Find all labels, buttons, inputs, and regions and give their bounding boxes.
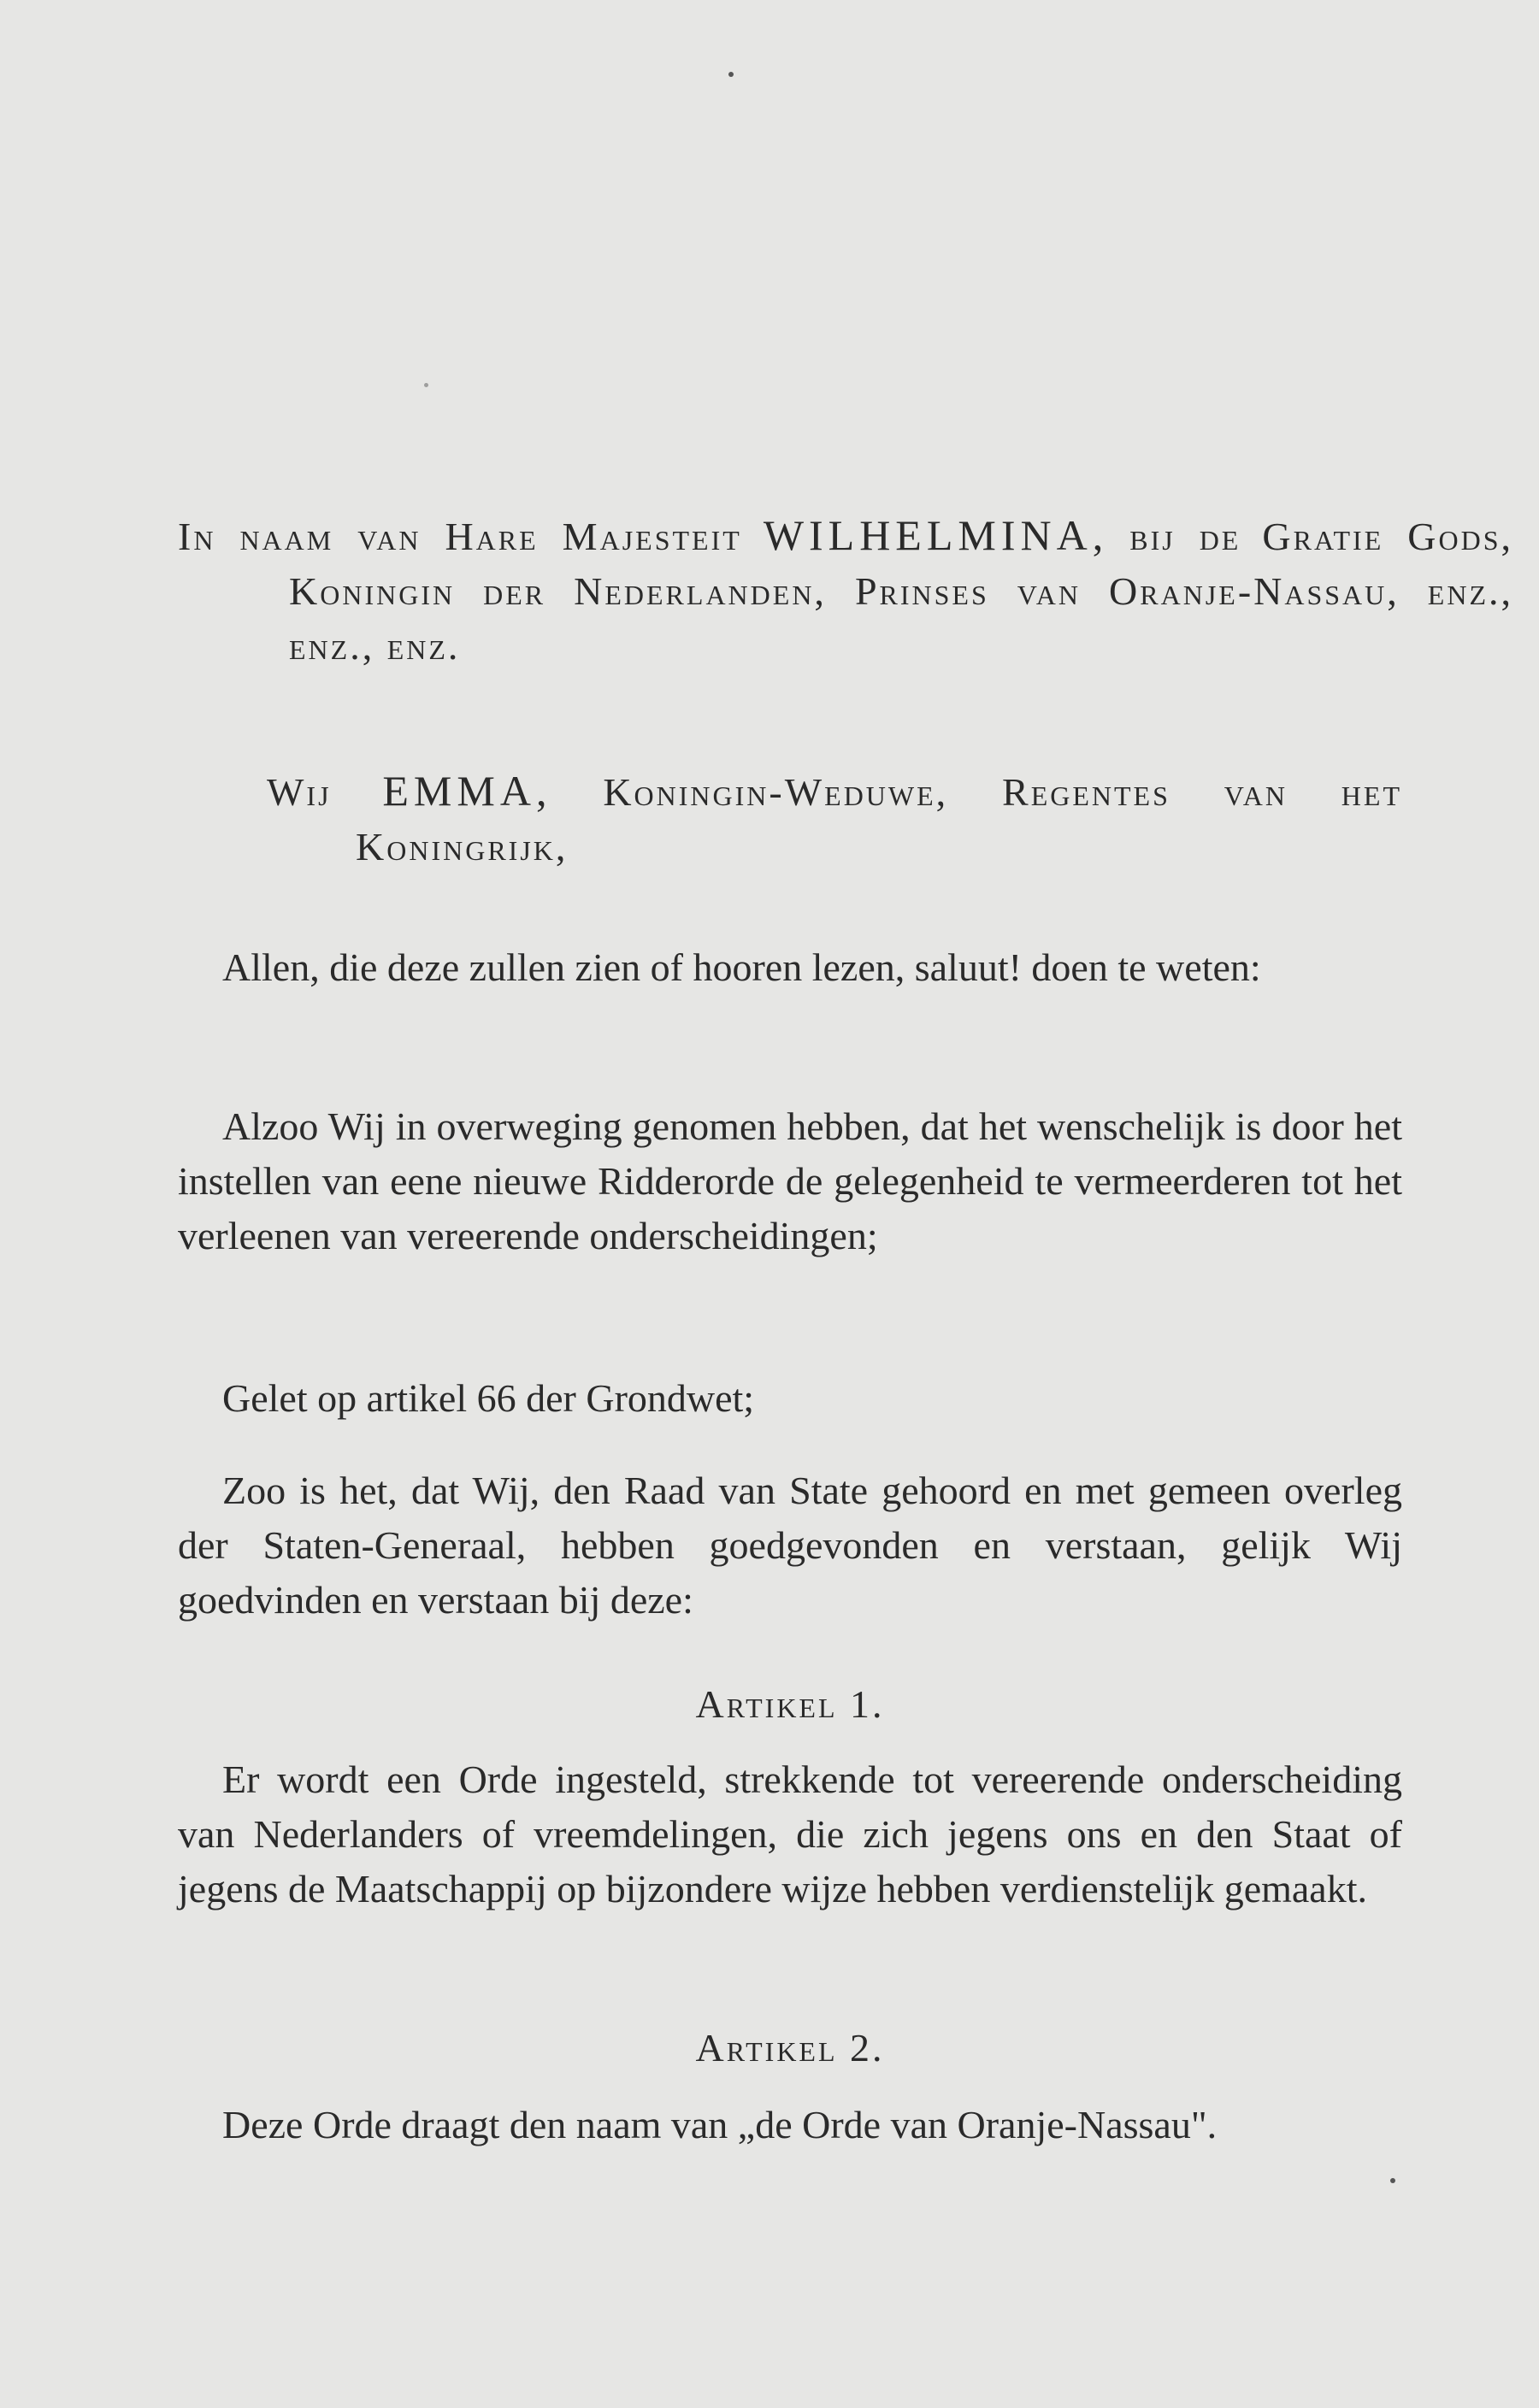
regent-name: EMMA,	[382, 767, 552, 815]
paragraph-considering: Alzoo Wij in overweging genomen hebben, dat het wenschelijk is door het instellen van eene nieuwe Ridderorde de gelegenheid te vermeerderen tot het verleenen van vereerende onderscheidingen;	[178, 1104, 1402, 1257]
heading-titles: Gratie Gods, Koningin der Nederlanden, Prinses van Oranje-Nassau, enz., enz., enz.	[289, 515, 1513, 668]
article-2-title: Artikel 2.	[695, 2026, 885, 2069]
regent-titles: Koningin-Weduwe, Regentes van het Koningrijk,	[356, 770, 1403, 868]
regent-pre: Wij	[267, 770, 332, 814]
regent-formula	[178, 763, 1402, 874]
heading-intro: In naam van Hare Majesteit	[178, 515, 742, 558]
paragraph-constitution: Gelet op artikel 66 der Grondwet;	[222, 1376, 755, 1420]
paragraph-greeting: Allen, die deze zullen zien of hooren lezen, saluut! doen te weten:	[222, 945, 1261, 989]
specks-top	[728, 72, 734, 77]
paragraph-decree: Zoo is het, dat Wij, den Raad van State gehoord en met gemeen overleg der Staten-Generaal, hebben goedgevonden en verstaan, gelijk Wij goedvinden en verstaan bij deze:	[178, 1469, 1402, 1622]
monarch-name: WILHELMINA,	[763, 511, 1109, 559]
heading-intro-end: bij de	[1129, 515, 1241, 558]
article-1-title: Artikel 1.	[695, 1682, 885, 1726]
specks-upper	[424, 383, 428, 387]
article-2-text: Deze Orde draagt den naam van „de Orde van Oranje-Nassau".	[222, 2103, 1218, 2146]
specks-lower	[1390, 2178, 1395, 2183]
article-1-text: Er wordt een Orde ingesteld, strekkende tot vereerende onderscheiding van Nederlanders of vreemdelingen, die zich jegens ons en den Staat of jegens de Maatschappij op bijzondere wijze hebben verdienstelijk gemaakt.	[178, 1757, 1402, 1911]
heading-formula	[178, 508, 1513, 674]
